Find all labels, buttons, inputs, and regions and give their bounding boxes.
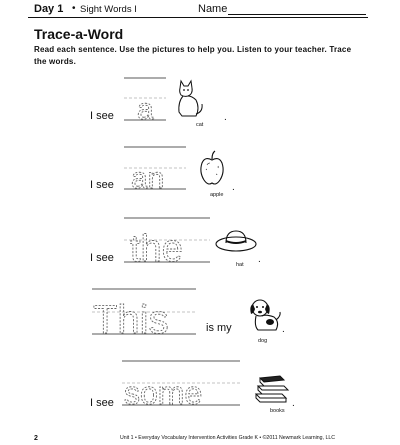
sentence-prefix-3: I see [90, 252, 114, 264]
trace-word-an: an [131, 162, 165, 195]
trace-word-some: some [124, 375, 203, 411]
sentence-prefix-2: I see [90, 179, 114, 191]
day-label: Day 1 [34, 3, 64, 15]
header-bullet: • [72, 3, 76, 14]
dog-icon [246, 296, 284, 334]
hat-icon [214, 228, 258, 254]
trace-word-the: the [130, 228, 183, 270]
period-1: . [224, 112, 227, 123]
books-icon [250, 372, 292, 404]
name-label: Name [198, 3, 228, 15]
page-title: Trace-a-Word [34, 26, 124, 42]
trace-word-this: This [93, 298, 169, 342]
trace-area-row-3[interactable] [124, 218, 210, 270]
page-number: 2 [34, 435, 38, 442]
caption-dog: dog [258, 338, 268, 344]
trace-word-a: a [137, 93, 154, 126]
caption-cat: cat [196, 122, 204, 128]
period-4: . [282, 324, 285, 335]
sentence-prefix-1: I see [90, 110, 114, 122]
subject-label: Sight Words I [80, 4, 137, 15]
sentence-prefix-5: I see [90, 397, 114, 409]
trace-area-row-1[interactable] [124, 78, 166, 126]
directions: Read each sentence. Use the pictures to help you. Listen to your teacher. Trace the words. [34, 45, 352, 66]
trace-area-row-4[interactable] [92, 289, 196, 342]
caption-apple: apple [210, 192, 224, 198]
cat-icon [172, 78, 206, 120]
period-5: . [292, 398, 295, 409]
caption-hat: hat [236, 262, 244, 268]
trace-area-row-5[interactable] [122, 361, 240, 411]
period-3: . [258, 254, 261, 265]
sentence-suffix-4: is my [206, 322, 232, 334]
apple-icon [198, 150, 226, 188]
caption-books: books [270, 408, 285, 414]
trace-area-row-2[interactable] [124, 147, 186, 195]
period-2: . [232, 182, 235, 193]
footer-credit: Unit 1 • Everyday Vocabulary Intervention Activities Grade K • ©2011 Newmark Learning, LLC [120, 435, 335, 441]
